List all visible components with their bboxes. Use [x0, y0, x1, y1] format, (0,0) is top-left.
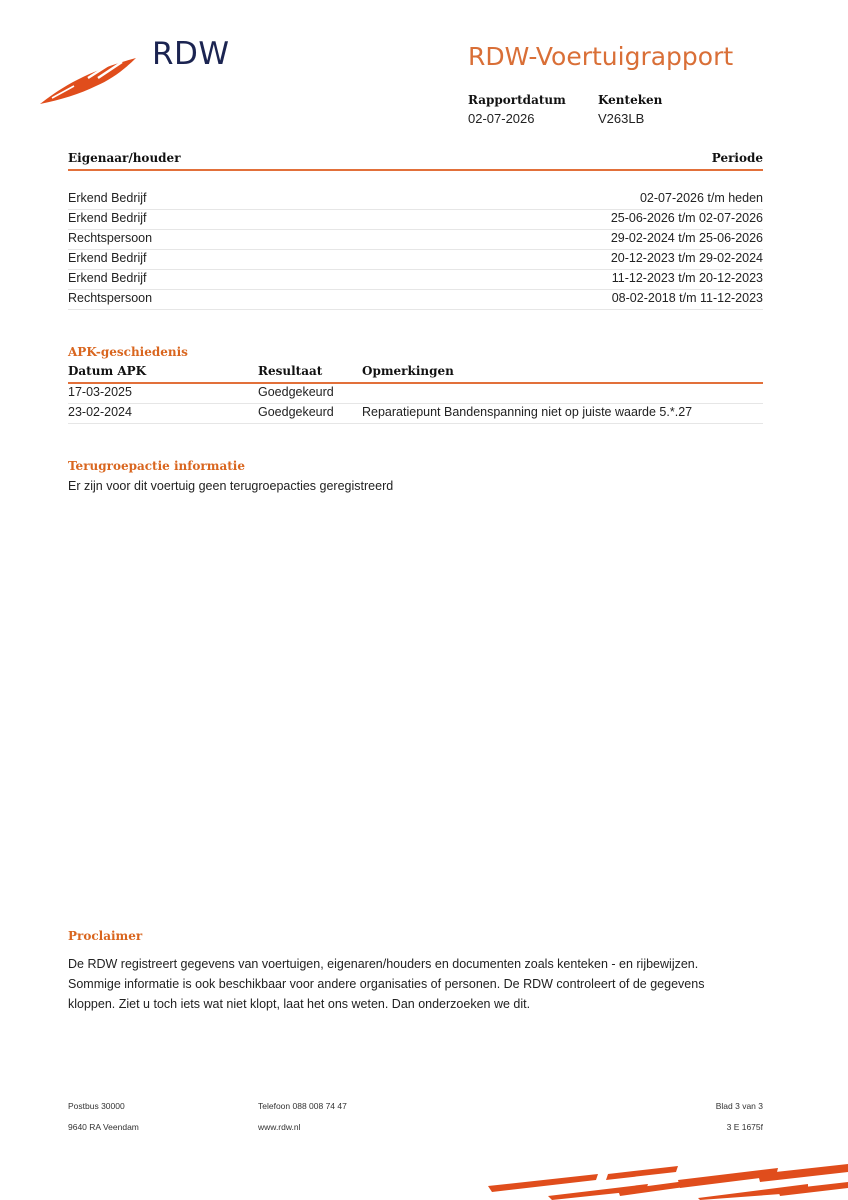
period-cell: 11-12-2023 t/m 20-12-2023: [611, 271, 763, 285]
page-title: RDW-Voertuigrapport: [468, 42, 734, 71]
report-date-label: Rapportdatum: [468, 93, 566, 107]
apk-result-cell: Goedgekeurd: [258, 405, 334, 419]
proclaimer-line: De RDW registreert gegevens van voertuigen, eigenaren/houders en documenten zoals kenteken - en rijbewijzen.: [68, 957, 699, 971]
apk-date-cell: 17-03-2025: [68, 385, 132, 399]
table-row: [68, 403, 763, 423]
proclaimer-line: Sommige informatie is ook beschikbaar voor andere organisaties of personen. De RDW controleert of de gegevens: [68, 977, 705, 991]
footer-website-link[interactable]: www.rdw.nl: [258, 1122, 301, 1132]
apk-remarks-column-header: Opmerkingen: [362, 364, 454, 378]
owner-cell: Rechtspersoon: [68, 231, 153, 245]
footer-page-number: Blad 3 van 3: [715, 1101, 763, 1111]
table-row: [68, 269, 763, 289]
footer-address-line-2: 9640 RA Veendam: [68, 1122, 139, 1132]
rdw-logo-icon: [38, 52, 138, 108]
apk-date-cell: 23-02-2024: [68, 405, 132, 419]
period-cell: 08-02-2018 t/m 11-12-2023: [611, 291, 763, 305]
row-divider: [68, 423, 763, 424]
plate-value: V263LB: [598, 111, 645, 126]
owner-cell: Erkend Bedrijf: [68, 191, 147, 205]
table-row: [68, 209, 763, 229]
period-cell: 25-06-2026 t/m 02-07-2026: [610, 211, 763, 225]
recall-text: Er zijn voor dit voertuig geen terugroepacties geregistreerd: [68, 479, 394, 493]
report-date-value: 02-07-2026: [468, 111, 535, 126]
footer-phone: Telefoon 088 008 74 47: [258, 1101, 347, 1111]
owners-header-rule: [68, 169, 763, 171]
footer-document-code: 3 E 1675f: [726, 1122, 763, 1132]
table-row: [68, 249, 763, 269]
logo-wordmark: RDW: [152, 36, 230, 72]
table-row: [68, 189, 763, 209]
apk-remarks-cell: Reparatiepunt Bandenspanning niet op juiste waarde 5.*.27: [362, 405, 693, 419]
period-cell: 02-07-2026 t/m heden: [639, 191, 763, 205]
period-column-header: Periode: [711, 151, 763, 165]
period-cell: 20-12-2023 t/m 29-02-2024: [610, 251, 763, 265]
owner-cell: Erkend Bedrijf: [68, 251, 147, 265]
owner-cell: Erkend Bedrijf: [68, 271, 147, 285]
table-row: [68, 383, 763, 403]
owner-column-header: Eigenaar/houder: [68, 151, 181, 165]
table-row: [68, 229, 763, 249]
apk-section-title: APK-geschiedenis: [68, 345, 188, 359]
recall-section-title: Terugroepactie informatie: [68, 459, 245, 473]
apk-result-cell: Goedgekeurd: [258, 385, 334, 399]
proclaimer-text: [68, 954, 778, 1014]
owner-cell: Erkend Bedrijf: [68, 211, 147, 225]
plate-label: Kenteken: [598, 93, 663, 107]
owner-cell: Rechtspersoon: [68, 291, 153, 305]
table-row: [68, 289, 763, 309]
row-divider: [68, 309, 763, 310]
apk-date-column-header: Datum APK: [68, 364, 147, 378]
proclaimer-title: Proclaimer: [68, 929, 143, 943]
footer-address-line-1: Postbus 30000: [68, 1101, 125, 1111]
period-cell: 29-02-2024 t/m 25-06-2026: [610, 231, 763, 245]
footer-decoration-icon: [478, 1164, 848, 1200]
proclaimer-line: kloppen. Ziet u toch iets wat niet klopt, laat het ons weten. Dan onderzoeken we dit.: [68, 997, 531, 1011]
apk-result-column-header: Resultaat: [258, 364, 323, 378]
